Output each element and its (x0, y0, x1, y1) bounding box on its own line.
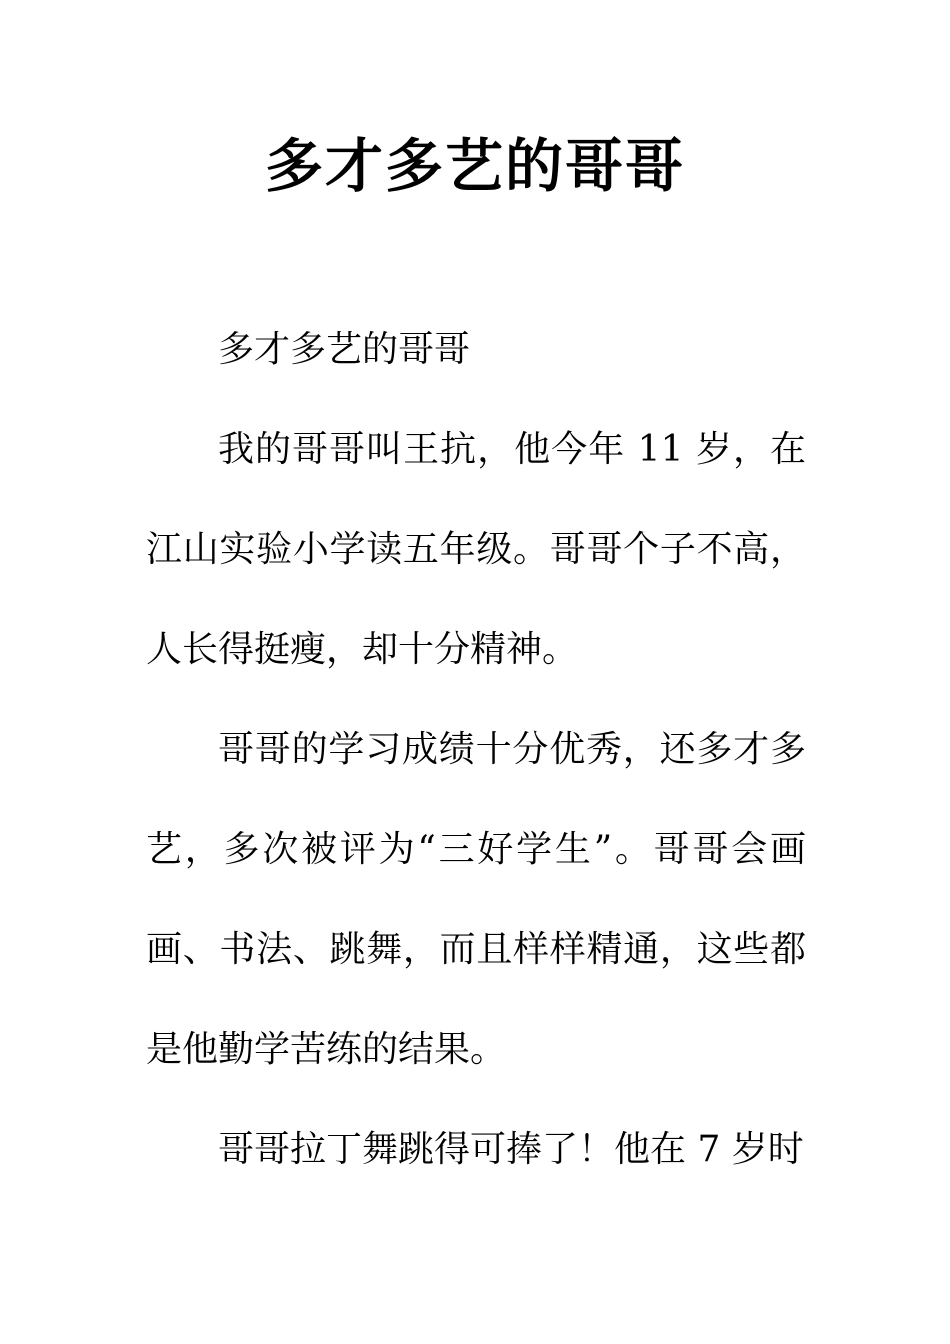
paragraph-dance: 哥哥拉丁舞跳得可捧了！他在 7 岁时 (218, 1129, 804, 1170)
paragraph-intro: 我的哥哥叫王抗，他今年 11 岁，在江山实验小学读五年级。哥哥个子不高，人长得挺瘦，却十分精神。 (146, 429, 806, 670)
document-body (146, 300, 806, 1200)
document-title: 多才多艺的哥哥 (264, 132, 685, 200)
paragraph-talents: 哥哥的学习成绩十分优秀，还多才多艺，多次被评为“三好学生”。哥哥会画画、书法、跳舞，而且样样精通，这些都是他勤学苦练的结果。 (146, 729, 806, 1070)
paragraph-subtitle: 多才多艺的哥哥 (218, 329, 471, 370)
